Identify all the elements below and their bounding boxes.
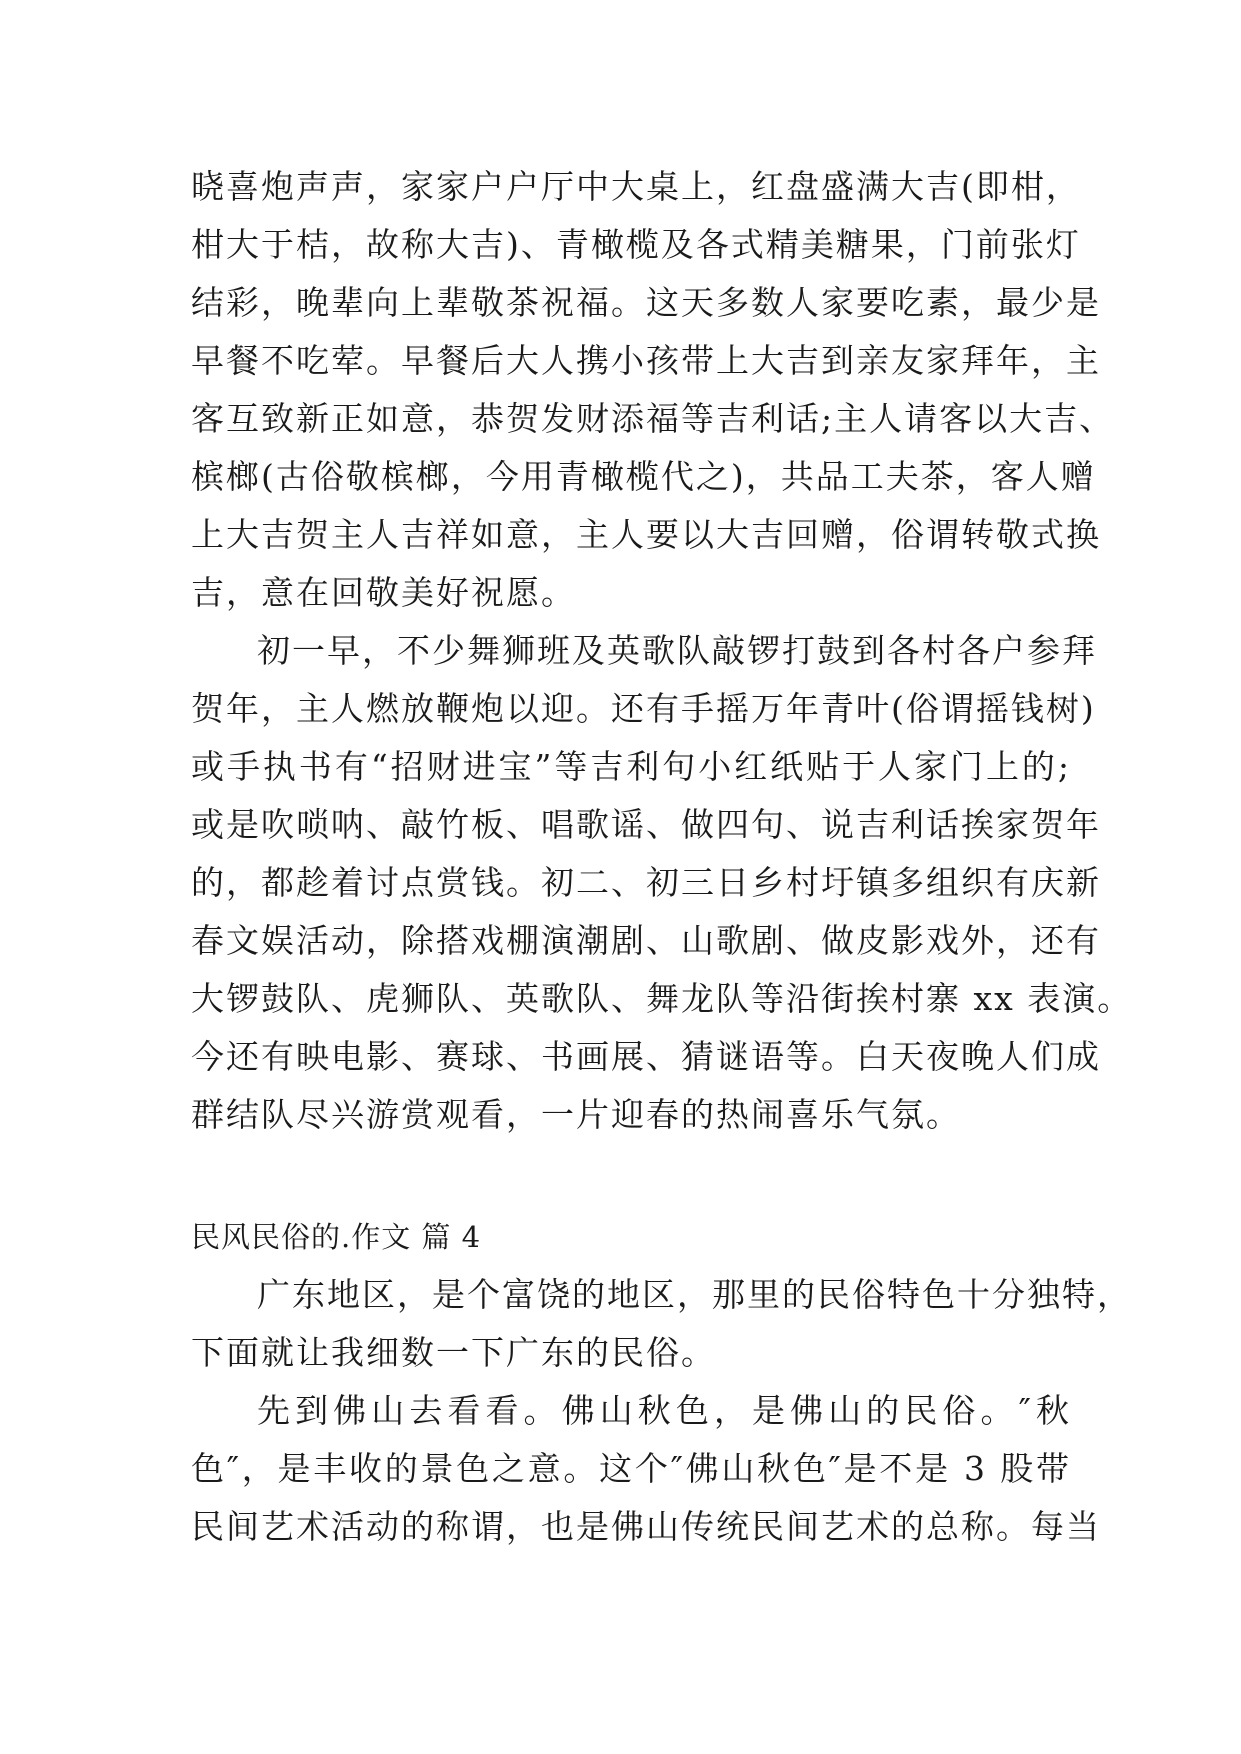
- paragraph-line: 吉，意在回敬美好祝愿。: [191, 573, 576, 612]
- paragraph-line: 上大吉贺主人吉祥如意，主人要以大吉回赠，俗谓转敬式换: [191, 515, 1101, 554]
- paragraph-line: 色″，是丰收的景色之意。这个″佛山秋色″是不是 3 股带: [191, 1449, 1071, 1488]
- paragraph-line: 大锣鼓队、虎狮队、英歌队、舞龙队等沿街挨村寨 xx 表演。: [191, 979, 1133, 1018]
- paragraph-line: 柑大于桔，故称大吉)、青橄榄及各式精美糖果，门前张灯: [191, 225, 1081, 264]
- paragraph-line: 槟榔(古俗敬槟榔，今用青橄榄代之)，共品工夫茶，客人赠: [191, 457, 1096, 496]
- paragraph-line: 民间艺术活动的称谓，也是佛山传统民间艺术的总称。每当: [191, 1507, 1101, 1546]
- paragraph-line: 结彩，晚辈向上辈敬茶祝福。这天多数人家要吃素，最少是: [191, 283, 1101, 322]
- text-body-bottom: [191, 1266, 1132, 1556]
- paragraph-line: 春文娱活动，除搭戏棚演潮剧、山歌剧、做皮影戏外，还有: [191, 921, 1101, 960]
- text-body-top: [191, 158, 1133, 1144]
- paragraph-line: 晓喜炮声声，家家户户厅中大桌上，红盘盛满大吉(即柑，: [191, 167, 1081, 206]
- paragraph-line: 的，都趁着讨点赏钱。初二、初三日乡村圩镇多组织有庆新: [191, 863, 1101, 902]
- paragraph-line: 客互致新正如意，恭贺发财添福等吉利话;主人请客以大吉、: [191, 399, 1115, 438]
- paragraph-line: 先到佛山去看看。佛山秋色，是佛山的民俗。″秋: [257, 1391, 1071, 1430]
- section-heading: 民风民俗的.作文 篇 4: [191, 1220, 482, 1254]
- paragraph-line: 或是吹唢呐、敲竹板、唱歌谣、做四句、说吉利话挨家贺年: [191, 805, 1101, 844]
- paragraph-line: 群结队尽兴游赏观看，一片迎春的热闹喜乐气氛。: [191, 1095, 961, 1134]
- paragraph-line: 下面就让我细数一下广东的民俗。: [191, 1333, 716, 1372]
- paragraph-line: 贺年，主人燃放鞭炮以迎。还有手摇万年青叶(俗谓摇钱树): [191, 689, 1096, 728]
- paragraph-line: 或手执书有“招财进宝”等吉利句小红纸贴于人家门上的;: [191, 747, 1071, 786]
- paragraph-line: 初一早，不少舞狮班及英歌队敲锣打鼓到各村各户参拜: [257, 631, 1097, 670]
- paragraph-line: 广东地区，是个富饶的地区，那里的民俗特色十分独特，: [257, 1275, 1132, 1314]
- paragraph-line: 早餐不吃荤。早餐后大人携小孩带上大吉到亲友家拜年，主: [191, 341, 1101, 380]
- paragraph-line: 今还有映电影、赛球、书画展、猜谜语等。白天夜晚人们成: [191, 1037, 1101, 1076]
